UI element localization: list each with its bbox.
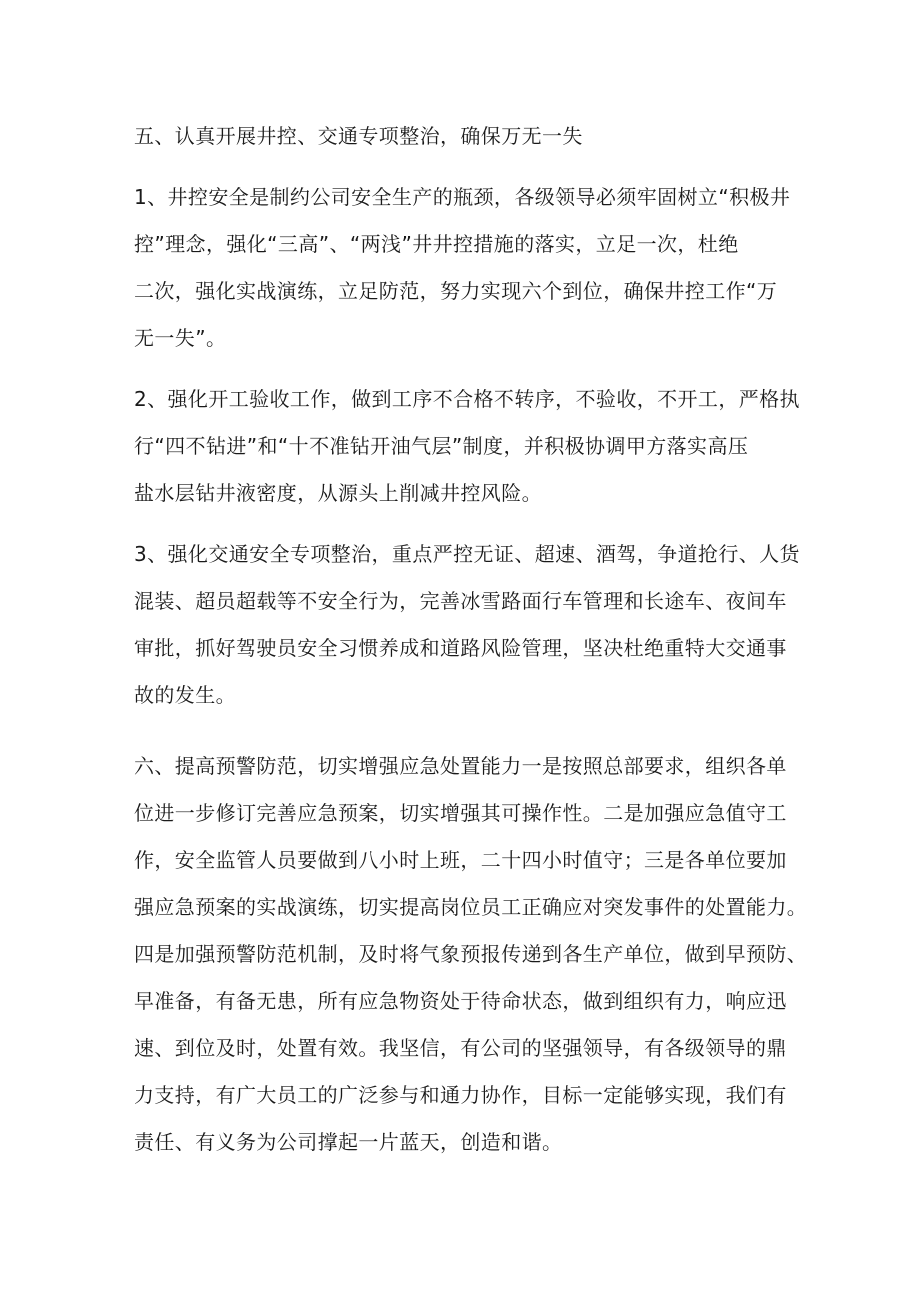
section-five-item-2 [134,376,800,517]
item-1-line: 控”理念，强化“三高”、“两浅”井井控措施的落实，立足一次，杜绝 [134,232,739,256]
item-1-line: 无一失”。 [134,326,227,350]
item-3-line: 混装、超员超载等不安全行为，完善冰雪路面行车管理和长途车、夜间车 [134,589,787,613]
item-1-line: 1、井控安全是制约公司安全生产的瓶颈，各级领导必须牢固树立“积极井 [134,185,791,209]
section-five-item-1 [134,174,796,362]
item-1-line: 二次，强化实战演练，立足防范，努力实现六个到位，确保井控工作“万 [134,279,778,303]
item-3-line: 审批，抓好驾驶员安全习惯养成和道路风险管理，坚决杜绝重特大交通事 [134,636,787,660]
section-six-line: 力支持，有广大员工的广泛参与和通力协作，目标一定能够实现，我们有 [134,1083,787,1107]
item-3-line: 3、强化交通安全专项整治，重点严控无证、超速、酒驾，争道抢行、人货 [134,542,800,566]
item-2-line: 盐水层钻井液密度，从源头上削减井控风险。 [134,481,542,505]
section-five [134,113,800,719]
section-six-line: 四是加强预警防范机制，及时将气象预报传递到各生产单位，做到早预防、 [134,942,808,966]
section-five-heading: 五、认真开展井控、交通专项整治，确保万无一失 [134,124,583,148]
section-six-line: 作，安全监管人员要做到八小时上班，二十四小时值守；三是各单位要加 [134,848,787,872]
section-six-line: 速、到位及时，处置有效。我坚信，有公司的坚强领导，有各级领导的鼎 [134,1036,787,1060]
section-six [134,743,808,1166]
section-six-line: 强应急预案的实战演练，切实提高岗位员工正确应对突发事件的处置能力。 [134,895,808,919]
item-2-line: 行“四不钻进”和“十不准钻开油气层”制度，并积极协调甲方落实高压 [134,434,749,458]
section-six-line: 责任、有义务为公司撑起一片蓝天，创造和谐。 [134,1130,563,1154]
section-six-line: 早准备，有备无患，所有应急物资处于待命状态，做到组织有力，响应迅 [134,989,787,1013]
section-six-line: 六、提高预警防范，切实增强应急处置能力一是按照总部要求，组织各单 [134,754,787,778]
section-five-item-3 [134,531,800,719]
section-six-line: 位进一步修订完善应急预案，切实增强其可操作性。二是加强应急值守工 [134,801,787,825]
item-2-line: 2、强化开工验收工作，做到工序不合格不转序，不验收，不开工，严格执 [134,387,800,411]
item-3-line: 故的发生。 [134,683,236,707]
